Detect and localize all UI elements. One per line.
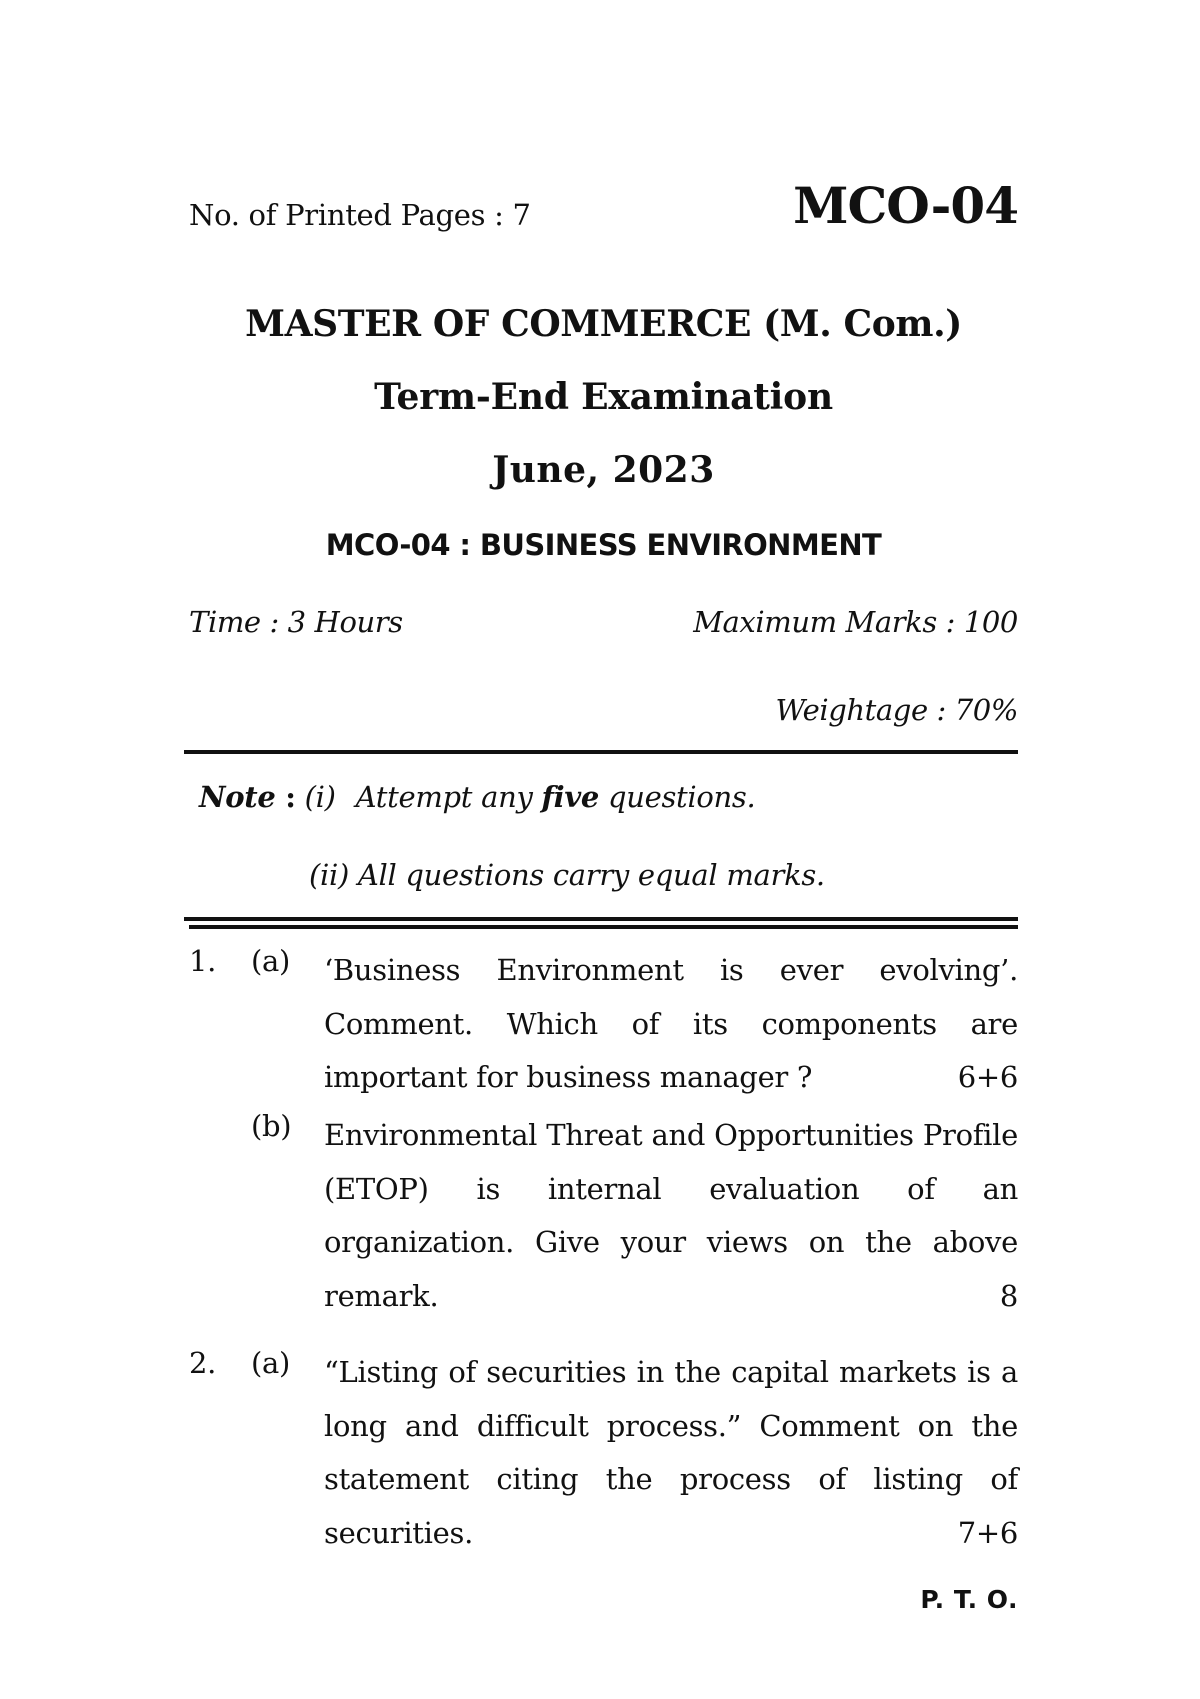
paper-code: MCO-04 [793, 176, 1018, 235]
note-line-1 [199, 780, 755, 814]
note-item-2-text: All questions carry equal marks. [357, 858, 825, 892]
question-text [324, 944, 1018, 1105]
note-colon: : [275, 780, 296, 814]
note-label: Note [199, 780, 276, 814]
weightage-row [189, 693, 1018, 727]
header-row [189, 178, 1018, 237]
printed-pages-count: No. of Printed Pages : 7 [189, 198, 531, 232]
exam-page [189, 0, 1018, 1699]
question-text [324, 1109, 1018, 1323]
part-label: (a) [251, 1346, 291, 1380]
marks: 7+6 [957, 1515, 1018, 1550]
paper-title: MCO-04 : BUSINESS ENVIRONMENT [325, 528, 882, 562]
question-number: 2. [189, 1346, 217, 1380]
degree-title: MASTER OF COMMERCE (M. Com.) [245, 303, 962, 345]
note-item-1-number: (i) [304, 780, 336, 814]
weightage: Weightage : 70% [775, 693, 1018, 727]
question-number: 1. [189, 944, 217, 978]
note-item-1-emphasis: five [541, 780, 600, 814]
maximum-marks: Maximum Marks : 100 [693, 605, 1018, 639]
question-body: “Listing of securities in the capital markets is a long and difficult process.” Comment on the statement citing the process of listing of securities. [324, 1355, 1018, 1550]
time-allowed: Time : 3 Hours [189, 605, 403, 639]
marks: 6+6 [957, 1060, 1018, 1094]
part-label: (a) [251, 944, 291, 978]
double-rule-bottom [189, 925, 1018, 929]
question-body: ‘Business Environment is ever evolving’. Comment. Which of its components are important for business manager ? [324, 953, 1018, 1094]
note-item-2-number: (ii) [309, 858, 349, 892]
note-line-2 [309, 858, 825, 892]
exam-title: Term-End Examination [374, 376, 833, 418]
part-label: (b) [251, 1109, 292, 1143]
exam-meta-row [189, 605, 1018, 639]
double-rule-top [184, 917, 1018, 921]
marks: 8 [999, 1278, 1018, 1313]
note-item-1-pre: Attempt any [355, 780, 542, 814]
question-body: Environmental Threat and Opportunities Profile (ETOP) is internal evaluation of an organization. Give your views on the above remark. [324, 1118, 1018, 1313]
question-text [324, 1346, 1018, 1560]
note-item-1-post: questions. [599, 780, 756, 814]
please-turn-over: P. T. O. [920, 1585, 1018, 1614]
exam-session: June, 2023 [492, 449, 715, 491]
divider-rule [184, 750, 1018, 754]
